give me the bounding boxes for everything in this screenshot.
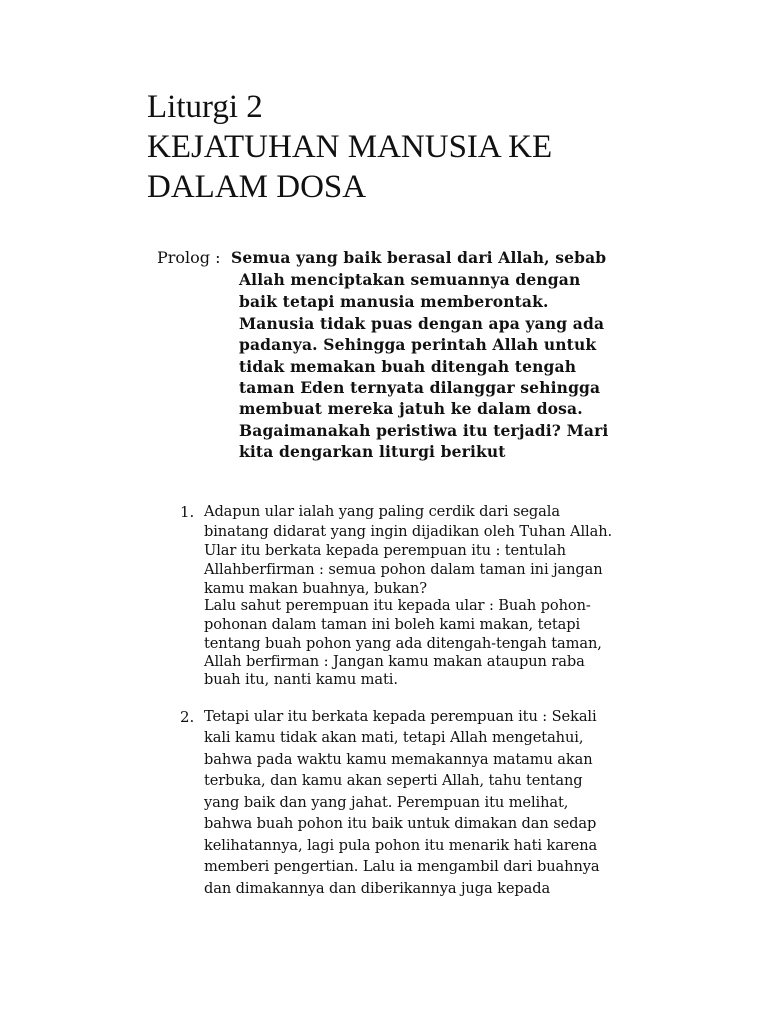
list-item-line: tentang buah pohon yang ada ditengah-tengah taman, bbox=[204, 635, 602, 652]
list-item-line: binatang didarat yang ingin dijadikan oleh Tuhan Allah. bbox=[204, 523, 613, 540]
prolog-line: Bagaimanakah peristiwa itu terjadi? Mari bbox=[239, 421, 609, 440]
prolog-line: padanya. Sehingga perintah Allah untuk bbox=[239, 335, 597, 354]
list-item-number: 1. bbox=[180, 503, 195, 521]
prolog-line: Manusia tidak puas dengan apa yang ada bbox=[239, 314, 605, 333]
list-item-line: kamu makan buahnya, bukan? bbox=[204, 580, 427, 597]
list-item-line: bahwa buah pohon itu baik untuk dimakan dan sedap bbox=[204, 815, 597, 832]
list-item-line: Lalu sahut perempuan itu kepada ular : Buah pohon- bbox=[204, 597, 591, 614]
list-item-line: kelihatannya, lagi pula pohon itu menarik hati karena bbox=[204, 837, 598, 854]
title-line-3: DALAM DOSA bbox=[147, 169, 367, 205]
list-item-line: kali kamu tidak akan mati, tetapi Allah mengetahui, bbox=[204, 729, 584, 746]
prolog-line: kita dengarkan liturgi berikut bbox=[239, 442, 506, 461]
list-item-line: bahwa pada waktu kamu memakannya matamu akan bbox=[204, 751, 593, 768]
prolog-line: baik tetapi manusia memberontak. bbox=[239, 292, 549, 311]
list-item-line: dan dimakannya dan diberikannya juga kepada bbox=[204, 880, 551, 897]
title-line-2: KEJATUHAN MANUSIA KE bbox=[147, 129, 553, 165]
prolog-line: taman Eden ternyata dilanggar sehingga bbox=[239, 378, 601, 397]
prolog-line: tidak memakan buah ditengah tengah bbox=[239, 357, 577, 376]
list-item-line: Allah berfirman : Jangan kamu makan ataupun raba bbox=[204, 653, 585, 670]
prolog-line: Allah menciptakan semuannya dengan bbox=[239, 270, 581, 289]
list-item-line: terbuka, dan kamu akan seperti Allah, tahu tentang bbox=[204, 772, 583, 789]
list-item-line: Adapun ular ialah yang paling cerdik dari segala bbox=[204, 503, 560, 520]
prolog-line: membuat mereka jatuh ke dalam dosa. bbox=[239, 399, 583, 418]
list-item-line: buah itu, nanti kamu mati. bbox=[204, 671, 398, 688]
list-item-line: memberi pengertian. Lalu ia mengambil dari buahnya bbox=[204, 858, 600, 875]
list-item-line: Allahberfirman : semua pohon dalam taman ini jangan bbox=[204, 561, 603, 578]
list-item-line: yang baik dan yang jahat. Perempuan itu melihat, bbox=[204, 794, 569, 811]
list-item-line: pohonan dalam taman ini boleh kami makan, tetapi bbox=[204, 616, 581, 633]
list-item-line: Tetapi ular itu berkata kepada perempuan itu : Sekali bbox=[204, 708, 597, 725]
list-item-number: 2. bbox=[180, 708, 195, 726]
prolog-line: Semua yang baik berasal dari Allah, sebab bbox=[231, 248, 607, 267]
list-item-line: Ular itu berkata kepada perempuan itu : tentulah bbox=[204, 542, 566, 559]
title-line-1: Liturgi 2 bbox=[147, 89, 263, 125]
prolog-label: Prolog : bbox=[157, 248, 221, 267]
